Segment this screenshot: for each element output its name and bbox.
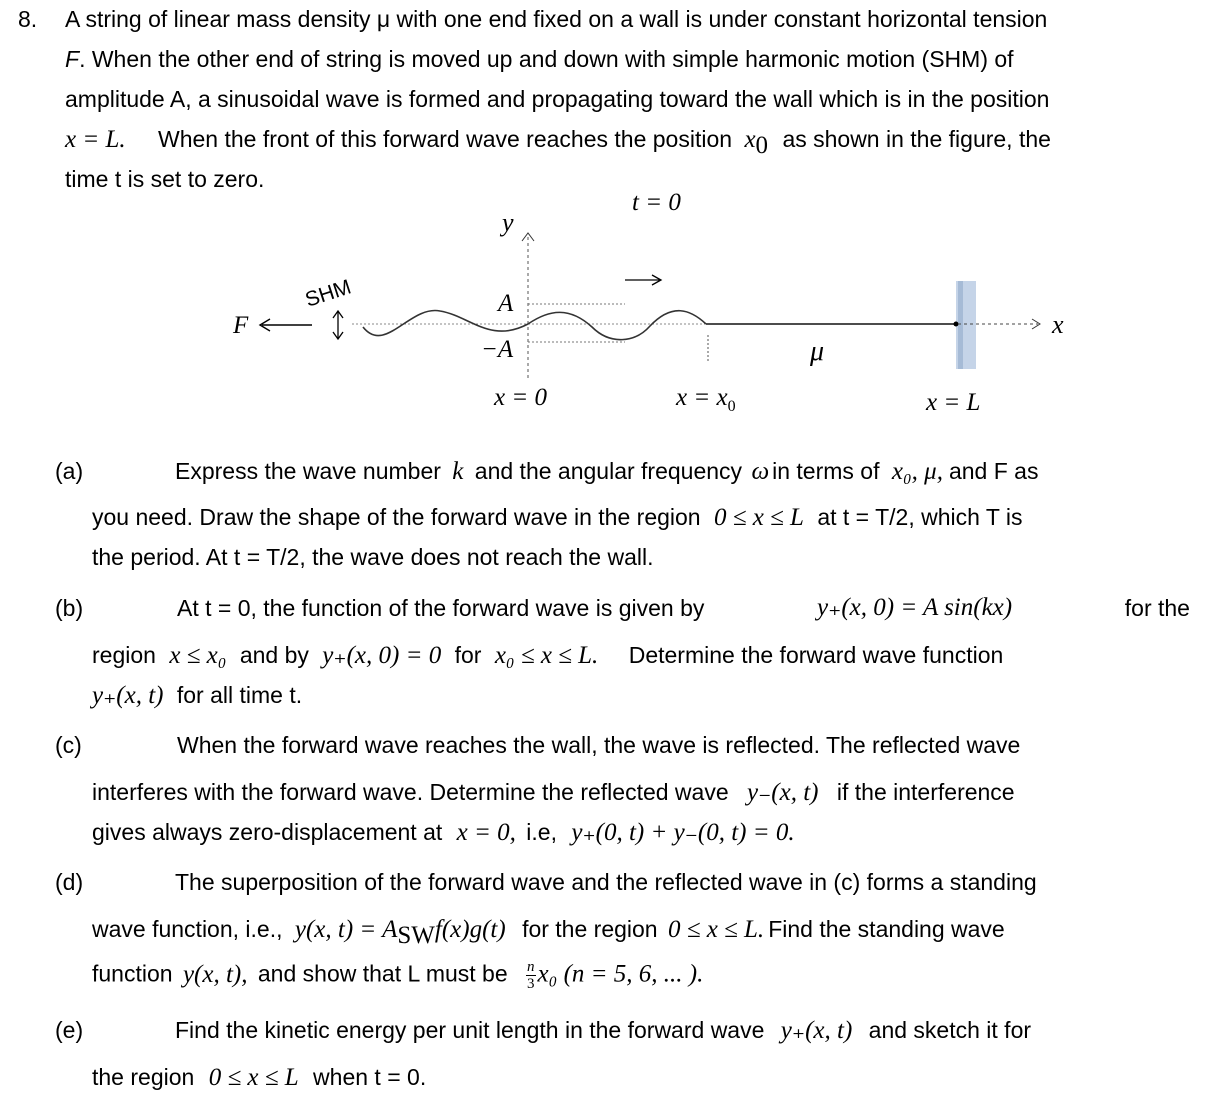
part-b-text-2: for the	[1124, 595, 1190, 621]
part-b-line-1	[177, 594, 1190, 622]
omega-symbol: ω	[751, 458, 770, 485]
part-a-text-6: at t = T/2, which T is	[817, 504, 1023, 530]
wave-figure	[0, 185, 1222, 425]
x-equals-x0-label: $x = x_0$	[676, 384, 736, 415]
k-symbol: k	[452, 458, 464, 485]
part-b-text-4: and by	[239, 642, 309, 668]
part-e-line-1	[175, 1016, 1031, 1045]
y-axis-label: y	[502, 208, 514, 237]
part-d-line-1: The superposition of the forward wave and the reflected wave in (c) forms a standing	[175, 869, 1037, 895]
frac-num: n	[527, 959, 535, 975]
part-b-line-3	[92, 681, 302, 710]
part-d-text-4: function	[92, 960, 173, 987]
part-d-label: (d)	[55, 869, 84, 895]
part-d-text-3: Find the standing wave	[768, 916, 1005, 942]
x-axis-label: x	[1052, 310, 1064, 339]
standing-wave-eq: y(x, t) = A	[294, 916, 398, 943]
part-d-math-2: x₀ (n = 5, 6, ... ).	[537, 960, 704, 988]
part-a-region: 0 ≤ x ≤ L	[713, 504, 804, 531]
intro-line-2-text: . When the other end of string is moved up and down with simple harmonic motion (SHM) of	[79, 46, 1014, 72]
part-a-line-1	[175, 457, 1190, 486]
forward-wave	[363, 310, 706, 339]
part-a-label: (a)	[55, 458, 84, 484]
intro-line-4-text-a: When the front of this forward wave reaches the position	[158, 126, 733, 152]
part-b-text-7: for all time t.	[176, 682, 303, 708]
part-b-math-1: x ≤ x₀	[169, 642, 227, 669]
part-b-math-3: x₀ ≤ x ≤ L.	[494, 642, 599, 669]
part-c-line-1: When the forward wave reaches the wall, the wave is reflected. The reflected wave	[177, 732, 1021, 758]
part-b-text-3: region	[92, 642, 156, 668]
forward-wave-at-t0: y₊(x, 0) = A sin(kx)	[817, 594, 1013, 621]
part-c-text-2: if the interference	[836, 779, 1015, 805]
part-b-math-2: y₊(x, 0) = 0	[322, 642, 442, 669]
part-c-line-3	[92, 818, 795, 847]
part-d-line-2	[92, 915, 1005, 949]
intro-line-5: time t is set to zero.	[65, 166, 265, 192]
intro-line-3: amplitude A, a sinusoidal wave is formed and propagating toward the wall which is in the position	[65, 86, 1050, 112]
standing-wave-eq-2: f(x)g(t)	[434, 916, 506, 943]
part-b-math-4: y₊(x, t)	[92, 682, 164, 709]
intro-line-4-text-b: as shown in the figure, the	[782, 126, 1051, 152]
part-e-region: 0 ≤ x ≤ L	[208, 1064, 299, 1091]
part-b-text-5: for	[454, 642, 482, 668]
fraction-n-over-3	[526, 959, 536, 992]
part-b-label: (b)	[55, 595, 84, 621]
shm-label: SHM	[302, 275, 354, 312]
part-a-vars: x₀, μ,	[891, 458, 943, 485]
x-equals-L-label: x = L	[926, 389, 981, 416]
part-e-line-2	[92, 1063, 426, 1092]
x0-symbol: x	[744, 126, 756, 153]
sw-sub: SW	[397, 922, 435, 949]
part-e-math-1: y₊(x, t)	[780, 1017, 853, 1044]
mu-label: μ	[810, 336, 825, 367]
part-d-math-1: y(x, t),	[182, 960, 248, 988]
part-a-text-5: you need. Draw the shape of the forward wave in the region	[92, 504, 701, 530]
part-d-text-1: wave function, i.e.,	[92, 916, 283, 942]
intro-line-2	[65, 45, 1014, 73]
intro-line-4	[65, 125, 1051, 159]
part-c-line-2	[92, 778, 1015, 807]
part-a-text-3: in terms of	[772, 458, 880, 484]
part-a-text-4: and F as	[948, 458, 1039, 484]
part-d-text-5: and show that L must be	[257, 960, 508, 987]
part-a-line-3: the period. At t = T/2, the wave does not reach the wall.	[92, 544, 654, 570]
part-e-label: (e)	[55, 1017, 84, 1043]
tension-symbol: F	[65, 46, 80, 72]
problem-number: 8.	[18, 6, 38, 32]
frac-den: 3	[527, 976, 535, 992]
part-c-text-3: gives always zero-displacement at	[92, 819, 443, 845]
part-c-text-4: i.e,	[526, 819, 557, 845]
boundary-condition: y₊(0, t) + y₋(0, t) = 0.	[571, 819, 795, 846]
reflected-wave: y₋(x, t)	[747, 779, 819, 806]
amplitude-label: A	[498, 290, 514, 317]
part-d-text-2: for the region	[522, 916, 658, 942]
negative-amplitude-label: −A	[481, 336, 514, 363]
t-equals-zero-label: t = 0	[632, 189, 681, 216]
part-c-label: (c)	[55, 732, 82, 758]
part-e-text-2: and sketch it for	[868, 1017, 1032, 1043]
part-b-line-2	[92, 641, 1003, 670]
intro-line-1: A string of linear mass density μ with one end fixed on a wall is under constant horizontal tension	[65, 6, 1048, 32]
tension-label: F	[233, 312, 249, 339]
part-c-math-1: x = 0,	[456, 819, 516, 846]
x0-sub: 0	[755, 132, 769, 159]
part-e-text-4: when t = 0.	[313, 1064, 427, 1090]
part-d-region: 0 ≤ x ≤ L.	[667, 916, 765, 943]
part-c-text-1: interferes with the forward wave. Determine the reflected wave	[92, 779, 729, 805]
part-b-text-1: At t = 0, the function of the forward wave is given by	[177, 595, 705, 621]
part-a-text-2: and the angular frequency	[474, 458, 743, 484]
x-equals-zero-label: x = 0	[494, 384, 547, 411]
part-b-text-6: Determine the forward wave function	[628, 642, 1004, 668]
part-e-text-3: the region	[92, 1064, 195, 1090]
part-a-text-1: Express the wave number	[175, 458, 441, 484]
part-e-text-1: Find the kinetic energy per unit length in the forward wave	[175, 1017, 765, 1043]
part-a-line-2	[92, 503, 1023, 532]
part-d-line-3	[92, 959, 703, 992]
wall-position: x = L.	[65, 126, 126, 153]
